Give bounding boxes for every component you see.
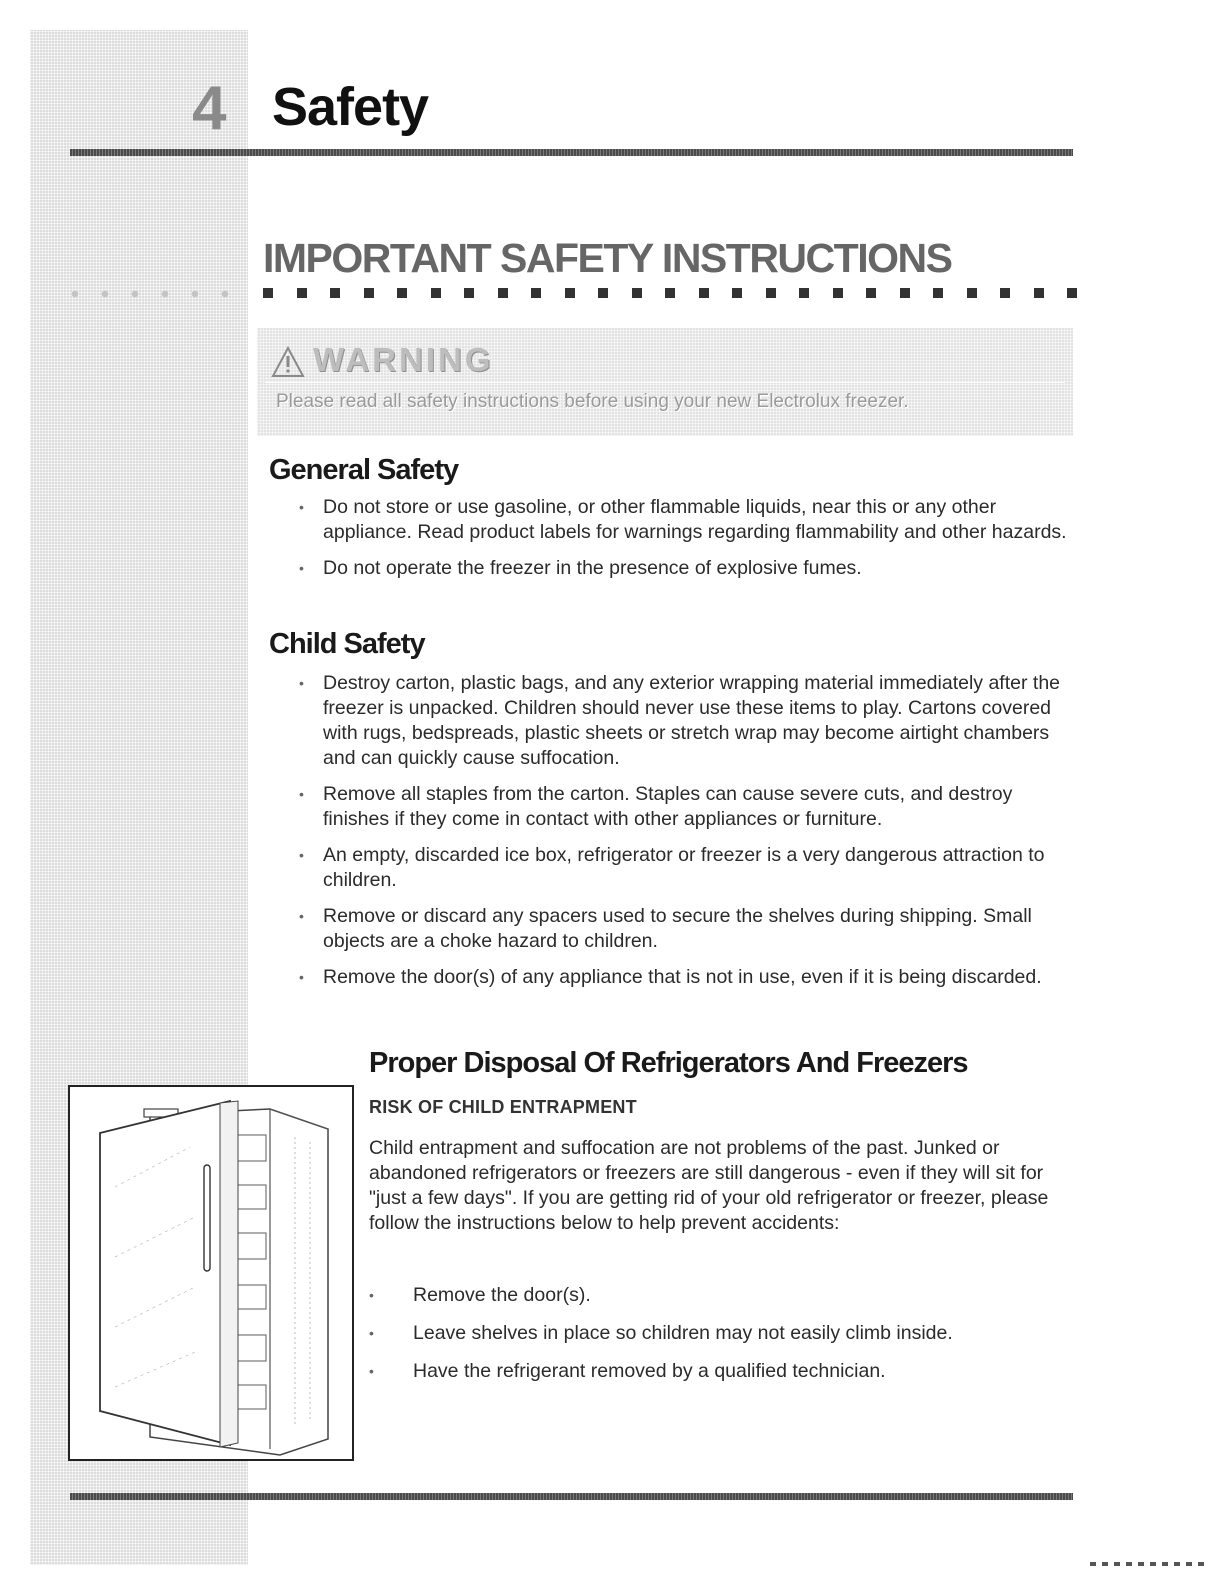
divider-square bbox=[330, 288, 340, 298]
divider-square bbox=[498, 288, 508, 298]
list-item-text: Remove the door(s) of any appliance that is not in use, even if it is being discarded. bbox=[323, 966, 1042, 988]
disposal-list bbox=[369, 1283, 1069, 1397]
list-item bbox=[271, 965, 1071, 990]
divider-square bbox=[833, 288, 843, 298]
divider-square bbox=[866, 288, 876, 298]
divider-square bbox=[364, 288, 374, 298]
bullet-icon: • bbox=[299, 908, 304, 924]
divider-square bbox=[297, 288, 307, 298]
list-item-text: Destroy carton, plastic bags, and any exterior wrapping material immediately after the freezer is unpacked. Children should never use these items to play. Cartons covered with rugs, bedspreads, plastic sheets or stretch wrap may become airtight chambers and can quickly cause suffocation. bbox=[323, 672, 1061, 769]
warning-rule bbox=[265, 382, 1065, 383]
disposal-paragraph: Child entrapment and suffocation are not problems of the past. Junked or abandoned refrigerators or freezers are still dangerous - even if they will sit for "just a few days". If you are getting rid of your old refrigerator or freezer, please follow the instructions below to help prevent accidents: bbox=[369, 1137, 1049, 1234]
child-safety-heading: Child Safety bbox=[269, 628, 425, 660]
bottom-rule bbox=[70, 1493, 1073, 1500]
divider-square bbox=[531, 288, 541, 298]
divider-square bbox=[598, 288, 608, 298]
divider-square bbox=[632, 288, 642, 298]
warning-box bbox=[257, 328, 1073, 436]
list-item bbox=[369, 1283, 1069, 1308]
divider-square bbox=[431, 288, 441, 298]
sidebar-dots bbox=[60, 288, 250, 300]
divider-square bbox=[464, 288, 474, 298]
divider-square bbox=[263, 288, 273, 298]
list-item-text: Remove or discard any spacers used to secure the shelves during shipping. Small objects are a choke hazard to children. bbox=[323, 905, 1032, 952]
bullet-icon: • bbox=[299, 560, 304, 576]
list-item-text: Do not store or use gasoline, or other flammable liquids, near this or any other appliance. Read product labels for warnings regarding flammability and other hazards. bbox=[323, 496, 1067, 543]
list-item-text: Remove all staples from the carton. Staples can cause severe cuts, and destroy finishes if they come in contact with other appliances or furniture. bbox=[323, 783, 1013, 830]
list-item-text: Have the refrigerant removed by a qualified technician. bbox=[413, 1360, 886, 1382]
bullet-icon: • bbox=[299, 969, 304, 985]
divider-square bbox=[799, 288, 809, 298]
divider-square bbox=[1000, 288, 1010, 298]
divider-square bbox=[1067, 288, 1077, 298]
main-heading: IMPORTANT SAFETY INSTRUCTIONS bbox=[263, 235, 952, 281]
bullet-icon: • bbox=[299, 786, 304, 802]
freezer-illustration bbox=[68, 1085, 354, 1461]
list-item-text: Do not operate the freezer in the presence of explosive fumes. bbox=[323, 557, 862, 579]
warning-text: Please read all safety instructions before using your new Electrolux freezer. bbox=[276, 391, 909, 412]
list-item bbox=[271, 671, 1071, 771]
disposal-heading: Proper Disposal Of Refrigerators And Freezers bbox=[369, 1047, 968, 1079]
divider-square bbox=[397, 288, 407, 298]
chapter-title: Safety bbox=[272, 77, 429, 137]
list-item bbox=[271, 556, 1071, 581]
general-safety-heading: General Safety bbox=[269, 454, 459, 486]
divider-square bbox=[900, 288, 910, 298]
list-item bbox=[271, 904, 1071, 954]
bullet-icon: • bbox=[369, 1325, 374, 1341]
list-item-text: Remove the door(s). bbox=[413, 1284, 591, 1306]
disposal-subheading: RISK OF CHILD ENTRAPMENT bbox=[369, 1097, 637, 1117]
list-item bbox=[271, 782, 1071, 832]
bullet-icon: • bbox=[299, 499, 304, 515]
freezer-icon bbox=[70, 1087, 352, 1459]
bullet-icon: • bbox=[299, 675, 304, 691]
page-edge-marks bbox=[1090, 1562, 1205, 1566]
divider-square bbox=[565, 288, 575, 298]
list-item bbox=[271, 843, 1071, 893]
chapter-number: 4 bbox=[192, 74, 227, 143]
warning-triangle-icon bbox=[271, 346, 305, 378]
divider-square bbox=[732, 288, 742, 298]
divider-square bbox=[933, 288, 943, 298]
list-item bbox=[369, 1359, 1069, 1384]
top-rule bbox=[70, 149, 1073, 156]
bullet-icon: • bbox=[369, 1363, 374, 1379]
divider-square bbox=[699, 288, 709, 298]
child-safety-list bbox=[271, 671, 1071, 1001]
general-safety-list bbox=[271, 495, 1071, 592]
heading-squares-divider bbox=[263, 288, 1073, 300]
list-item-text: An empty, discarded ice box, refrigerator or freezer is a very dangerous attraction to children. bbox=[323, 844, 1045, 891]
list-item bbox=[369, 1321, 1069, 1346]
list-item-text: Leave shelves in place so children may not easily climb inside. bbox=[413, 1322, 953, 1344]
divider-square bbox=[665, 288, 675, 298]
divider-square bbox=[967, 288, 977, 298]
divider-square bbox=[1034, 288, 1044, 298]
bullet-icon: • bbox=[369, 1287, 374, 1303]
list-item bbox=[271, 495, 1071, 545]
bullet-icon: • bbox=[299, 847, 304, 863]
warning-title: WARNING bbox=[313, 341, 494, 378]
divider-square bbox=[766, 288, 776, 298]
